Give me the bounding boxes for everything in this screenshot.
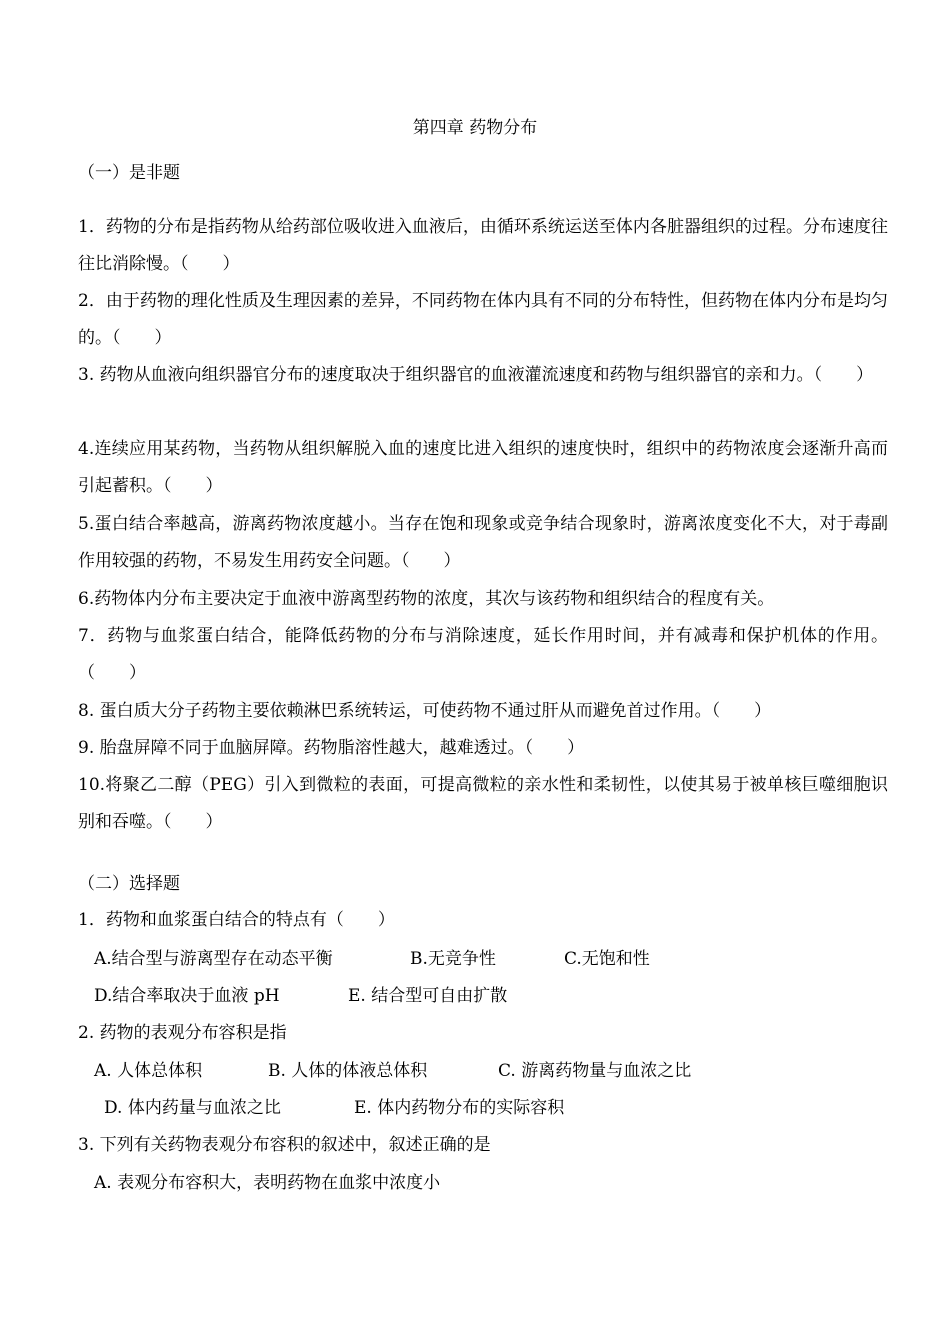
mc-q1-option-b: B.无竞争性	[410, 949, 496, 969]
tf-question-6: 6.药物体内分布主要决定于血液中游离型药物的浓度，其次与该药物和组织结合的程度有关。	[78, 589, 775, 609]
tf-question-3: 3. 药物从血液向组织器官分布的速度取决于组织器官的血液灌流速度和药物与组织器官的亲和力。（ ）	[78, 365, 874, 385]
mc-question-1-options-row-1	[94, 947, 894, 971]
tf-question-4: 4.连续应用某药物，当药物从组织解脱入血的速度比进入组织的速度快时，组织中的药物浓度会逐渐升高而引起蓄积。（ ）	[78, 439, 888, 496]
tf-question-10: 10.将聚乙二醇（PEG）引入到微粒的表面，可提高微粒的亲水性和柔韧性，以使其易于被单核巨噬细胞识别和吞噬。（ ）	[78, 775, 888, 832]
mc-q2-option-e: E. 体内药物分布的实际容积	[354, 1098, 565, 1118]
mc-question-3-options-row-1	[94, 1171, 894, 1195]
mc-q1-option-e: E. 结合型可自由扩散	[348, 986, 508, 1006]
tf-question-2: 2．由于药物的理化性质及生理因素的差异，不同药物在体内具有不同的分布特性，但药物在体内分布是均匀的。（ ）	[78, 291, 888, 348]
mc-q3-option-a: A. 表观分布容积大，表明药物在血浆中浓度小	[94, 1173, 441, 1193]
mc-q1-option-d: D.结合率取决于血液 pH	[94, 986, 280, 1006]
section-heading-multiple-choice: （二）选择题	[78, 874, 180, 894]
mc-question-2-stem: 2. 药物的表观分布容积是指	[78, 1023, 287, 1043]
mc-q2-option-a: A. 人体总体积	[94, 1061, 203, 1081]
mc-question-1-options-row-2	[94, 984, 894, 1008]
mc-q1-option-a: A.结合型与游离型存在动态平衡	[94, 949, 333, 969]
mc-question-2-options-row-1	[94, 1059, 894, 1083]
mc-question-1-stem: 1．药物和血浆蛋白结合的特点有（ ）	[78, 910, 395, 930]
mc-q2-option-b: B. 人体的体液总体积	[268, 1061, 428, 1081]
tf-question-8: 8. 蛋白质大分子药物主要依赖淋巴系统转运，可使药物不通过肝从而避免首过作用。（ ）	[78, 701, 772, 721]
mc-q1-option-c: C.无饱和性	[564, 949, 650, 969]
chapter-title: 第四章 药物分布	[412, 118, 538, 138]
tf-question-5: 5.蛋白结合率越高，游离药物浓度越小。当存在饱和现象或竞争结合现象时，游离浓度变化不大，对于毒副作用较强的药物，不易发生用药安全问题。（ ）	[78, 514, 888, 571]
mc-question-3-stem: 3. 下列有关药物表观分布容积的叙述中，叙述正确的是	[78, 1135, 491, 1155]
tf-question-1: 1．药物的分布是指药物从给药部位吸收进入血液后，由循环系统运送至体内各脏器组织的过程。分布速度往往比消除慢。（ ）	[78, 217, 888, 274]
tf-question-7: 7．药物与血浆蛋白结合，能降低药物的分布与消除速度，延长作用时间，并有减毒和保护机体的作用。（ ）	[78, 626, 888, 683]
mc-q2-option-c: C. 游离药物量与血浓之比	[498, 1061, 692, 1081]
section-heading-true-false: （一）是非题	[78, 163, 180, 183]
tf-question-9: 9. 胎盘屏障不同于血脑屏障。药物脂溶性越大，越难透过。（ ）	[78, 738, 585, 758]
mc-question-2-options-row-2	[104, 1096, 894, 1120]
mc-q2-option-d: D. 体内药量与血浓之比	[104, 1098, 281, 1118]
